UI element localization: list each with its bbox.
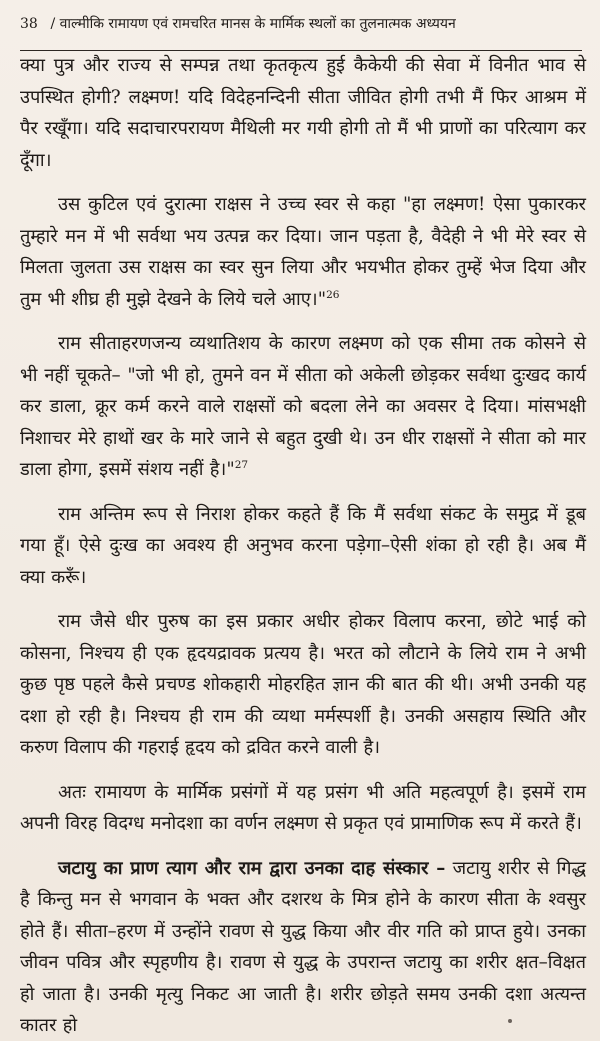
body-text bbox=[20, 50, 586, 1036]
paragraph-3 bbox=[20, 328, 586, 486]
running-title: / वाल्मीकि रामायण एवं रामचरित मानस के मार्मिक स्थलों का तुलनात्मक अध्ययन bbox=[50, 16, 456, 32]
paragraph-5-text: राम जैसे धीर पुरुष का इस प्रकार अधीर होकर विलाप करना, छोटे भाई को कोसना, निश्चय ही एक हृदयद्रावक प्रत्यय है। भरत को लौटाने के लिये राम ने अभी कुछ पृष्ठ पहले कैसे प्रचण्ड शोकहारी मोहरहित ज्ञान की बात की थी। अभी उनकी यह दशा हो रही है। निश्चय ही राम की व्यथा मर्मस्पर्शी है। उनकी असहाय स्थिति और करुण विलाप की गहराई हृदय को द्रवित करने वाली है। bbox=[20, 611, 586, 758]
paragraph-4 bbox=[20, 499, 586, 594]
footnote-27: 27 bbox=[234, 458, 249, 471]
page-header bbox=[20, 14, 582, 51]
footnote-26: 26 bbox=[326, 288, 340, 301]
paragraph-7-text: जटायु शरीर से गिद्ध है किन्तु मन से भगवान के भक्त और दशरथ के मित्र होने के कारण सीता के श्वसुर होते हैं। सीता–हरण में उन्होंने रावण से युद्ध किया और वीर गति को प्राप्त हुये। उनका जीवन पवित्र और स्पृहणीय है। रावण से युद्ध के उपरान्त जटायु का शरीर क्षत–विक्षत हो जाता है। उनकी मृत्यु निकट आ जाती है। शरीर छोड़ते समय उनकी दशा अत्यन्त कातर हो bbox=[20, 857, 586, 1036]
paragraph-2-text: उस कुटिल एवं दुरात्मा राक्षस ने उच्च स्वर से कहा "हा लक्ष्मण! ऐसा पुकारकर तुम्हारे मन में भी सर्वथा भय उत्पन्न कर दिया। जान पड़ता है, वैदेही ने भी मेरे स्वर से मिलता जुलता उस राक्षस का स्वर सुन लिया और भयभीत होकर तुम्हें भेज दिया और तुम भी शीघ्र ही मुझे देखने के लिये चले आए।" bbox=[20, 194, 586, 310]
paragraph-7 bbox=[20, 853, 586, 1041]
paragraph-6-text: अतः रामायण के मार्मिक प्रसंगों में यह प्रसंग भी अति महत्वपूर्ण है। इसमें राम अपनी विरह विदग्ध मनोदशा का वर्णन लक्ष्मण से प्रकृत एवं प्रामाणिक रूप में करते हैं। bbox=[20, 781, 586, 834]
page-number: 38 bbox=[20, 16, 38, 32]
paragraph-2 bbox=[20, 189, 586, 315]
paragraph-3-text: राम सीताहरणजन्य व्यथातिशय के कारण लक्ष्मण को एक सीमा तक कोसने से भी नहीं चूकते– "जो भी हो, तुमने वन में सीता को अकेली छोड़कर सर्वथा दुःखद कार्य कर डाला, क्रूर कर्म करने वाले राक्षसों को बदला लेने का अवसर दे दिया। मांसभक्षी निशाचर मेरे हाथों खर के मारे जाने से बहुत दुखी थे। उन धीर राक्षसों ने सीता को मार डाला होगा, इसमें संशय नहीं है।" bbox=[20, 333, 586, 480]
paragraph-5 bbox=[20, 606, 586, 764]
paragraph-6 bbox=[20, 777, 586, 840]
section-heading: जटायु का प्राण त्याग और राम द्वारा उनका दाह संस्कार – bbox=[58, 857, 446, 879]
paragraph-4-text: राम अन्तिम रूप से निराश होकर कहते हैं कि मैं सर्वथा संकट के समुद्र में डूब गया हूँ। ऐसे दुःख का अवश्य ही अनुभव करना पड़ेगा–ऐसी शंका हो रही है। अब मैं क्या करूँ। bbox=[20, 503, 586, 588]
paragraph-1-text: क्या पुत्र और राज्य से सम्पन्न तथा कृतकृत्य हुई कैकेयी की सेवा में विनीत भाव से उपस्थित होगी? लक्ष्मण! यदि विदेहनन्दिनी सीता जीवित होगी तभी मैं फिर आश्रम में पैर रखूँगा। यदि सदाचारपरायण मैथिली मर गयी होगी तो मैं भी प्राणों का परित्याग कर दूँगा। bbox=[20, 55, 586, 171]
scan-speck bbox=[508, 1019, 512, 1023]
paragraph-1 bbox=[20, 50, 586, 176]
